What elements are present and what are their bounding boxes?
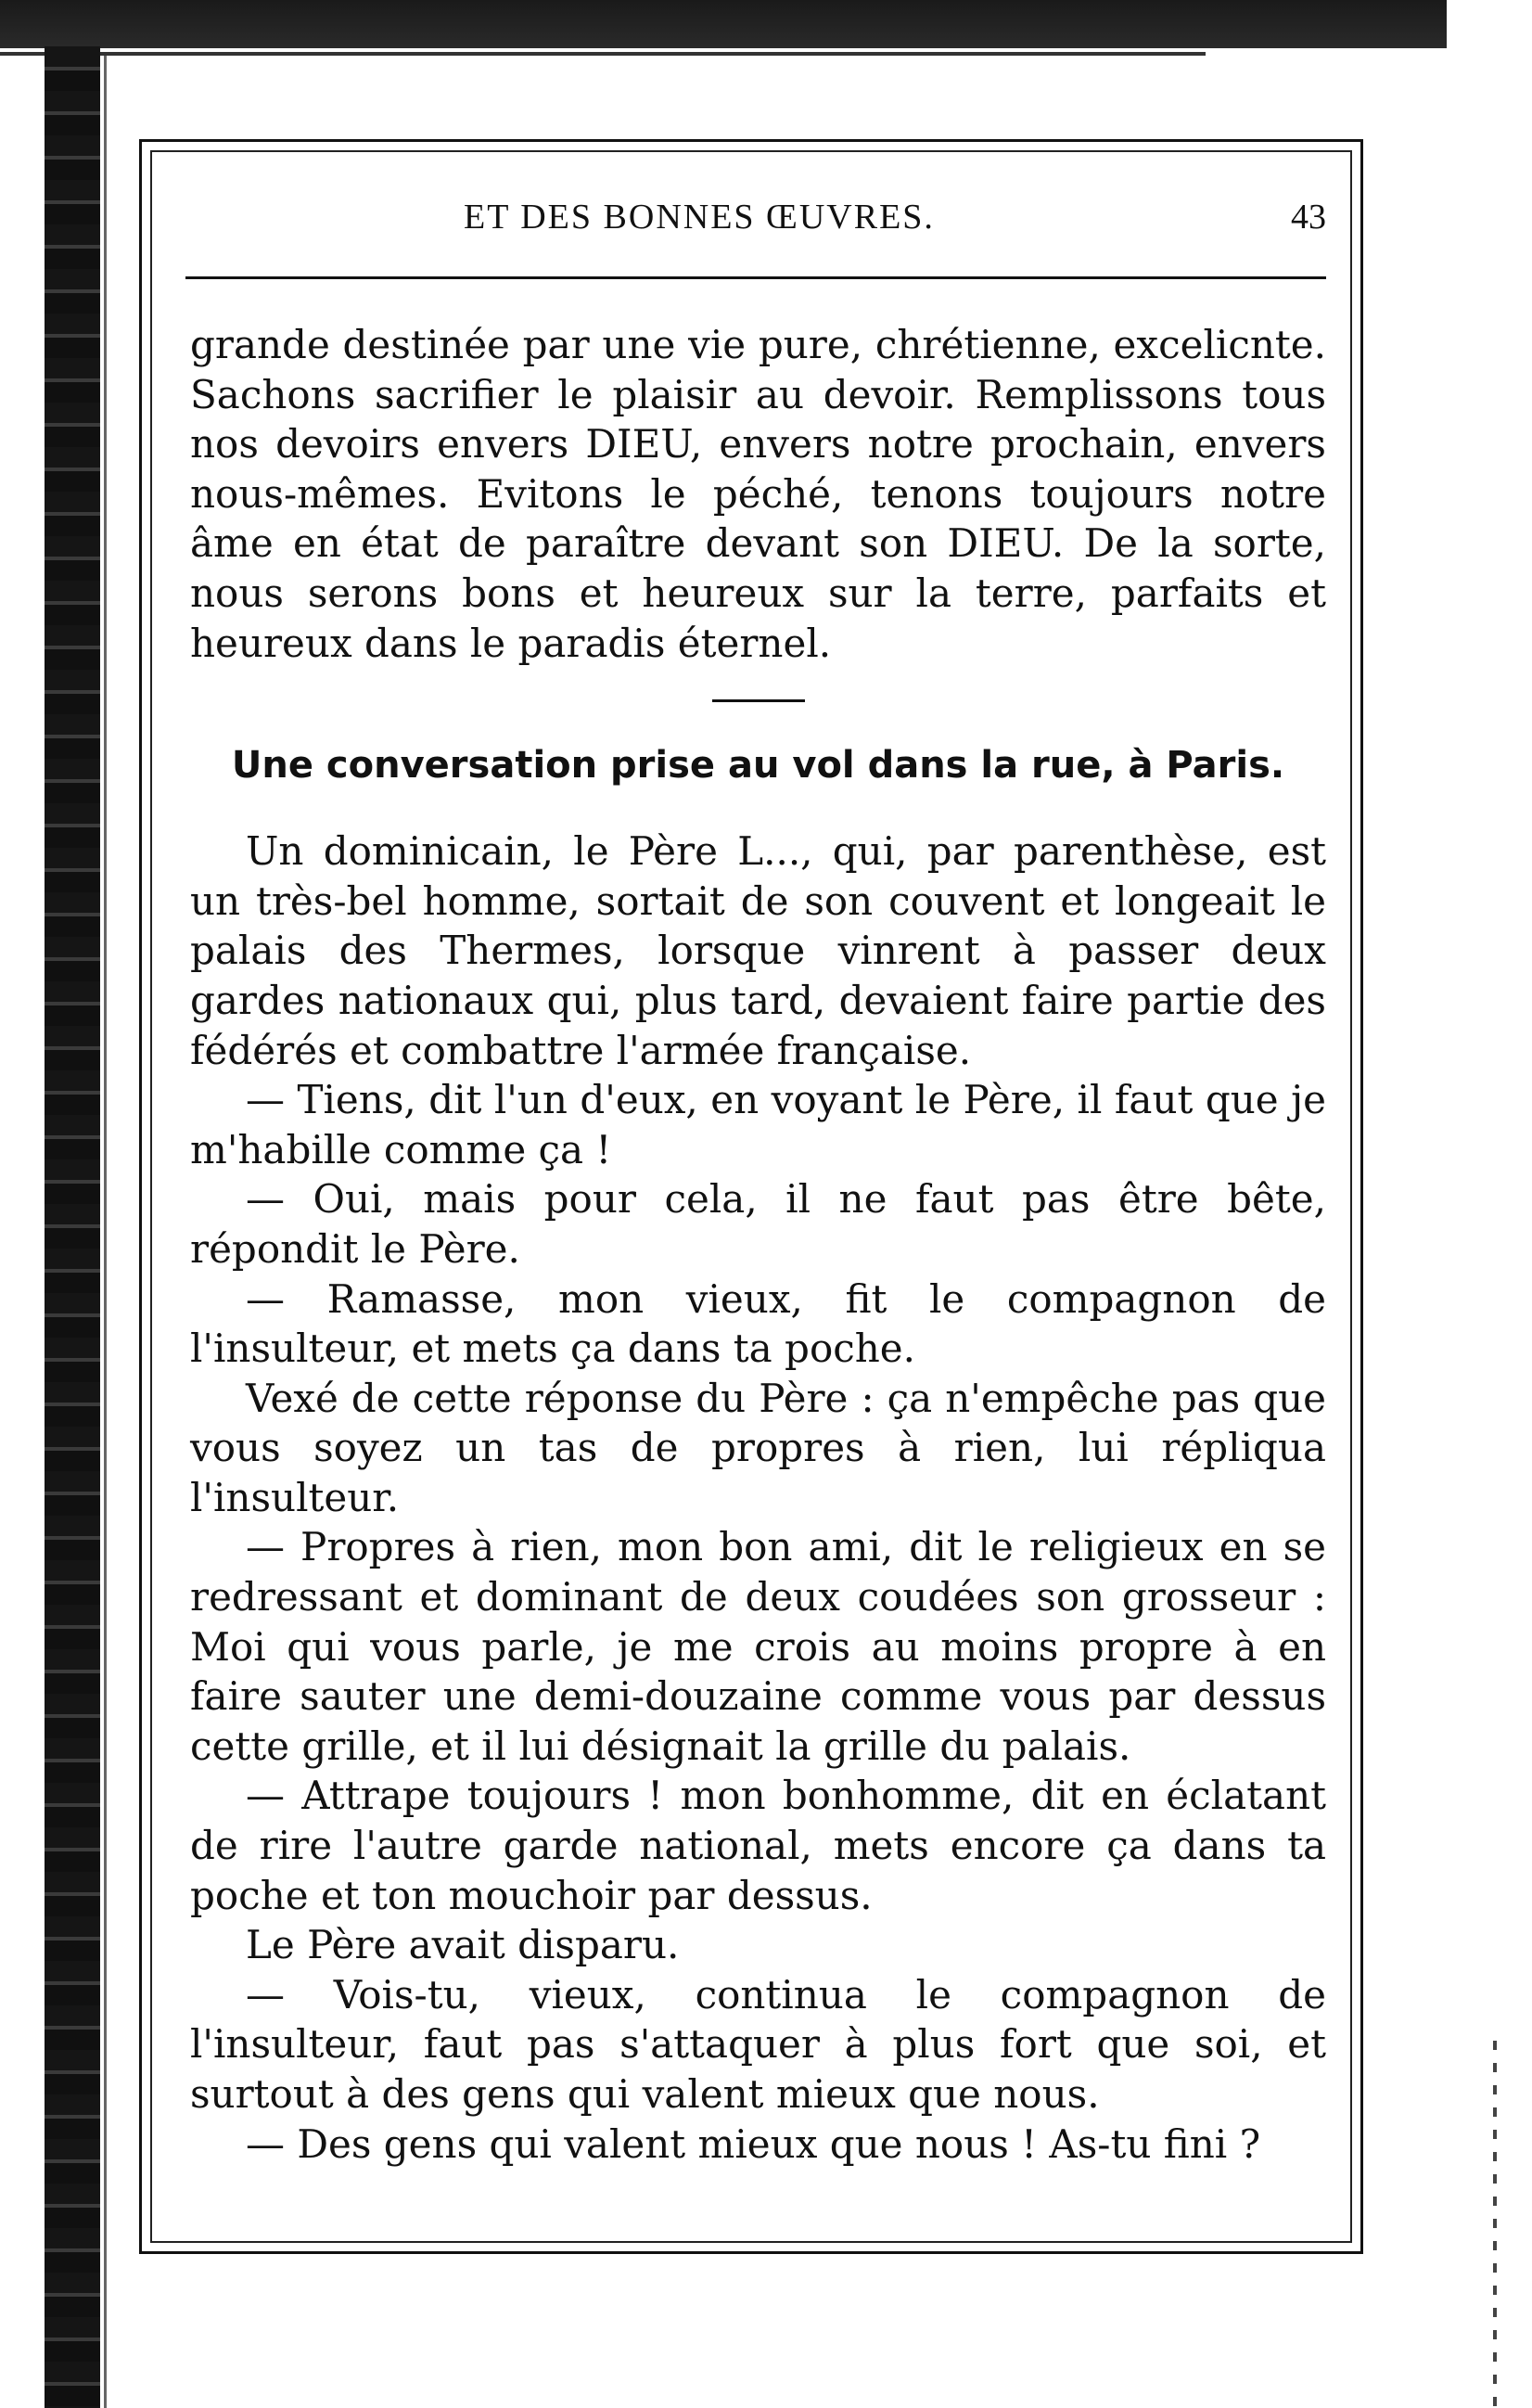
dialogue-line: — Des gens qui valent mieux que nous ! As-tu fini ? <box>246 2120 1261 2167</box>
scan-right-marks <box>1493 2041 1497 2408</box>
section-title: Une conversation prise au vol dans la rue, à Paris. <box>231 744 1285 788</box>
header-rule <box>185 276 1326 279</box>
paragraph: Le Père avait disparu. <box>246 1922 680 1968</box>
paragraph: Vexé de cette réponse du Père : ça n'empêche pas que vous soyez un tas de propres à rien, lui répliqua l'insulteur. <box>190 1375 1326 1520</box>
scan-binding-line <box>104 56 107 2408</box>
page-number: 43 <box>1291 198 1326 237</box>
dialogue-line: — Tiens, dit l'un d'eux, en voyant le Père, il faut que je m'habille comme ça ! <box>190 1077 1326 1172</box>
running-title: ET DES BONNES ŒUVRES. <box>464 198 935 237</box>
paragraph: Un dominicain, le Père L..., qui, par parenthèse, est un très-bel homme, sortait de son couvent et longeait le palais des Thermes, lorsque vinrent à passer deux gardes nationaux qui, plus tard, devaient faire partie des fédérés et combattre l'armée française. <box>190 828 1326 1073</box>
scan-top-rule <box>0 52 1206 56</box>
scan-top-edge <box>0 0 1447 48</box>
dialogue-line: — Vois-tu, vieux, continua le compagnon de l'insulteur, faut pas s'attaquer à plus fort que soi, et surtout à des gens qui valent mieux que nous. <box>190 1971 1326 2117</box>
dialogue-line: — Attrape toujours ! mon bonhomme, dit en éclatant de rire l'autre garde national, mets encore ça dans ta poche et ton mouchoir par dessus. <box>190 1773 1326 1918</box>
dialogue-line: — Oui, mais pour cela, il ne faut pas être bête, répondit le Père. <box>190 1176 1326 1272</box>
scan-binding-edge <box>45 46 100 2408</box>
dialogue-line: — Ramasse, mon vieux, fit le compagnon de l'insulteur, et mets ça dans ta poche. <box>190 1275 1326 1372</box>
running-head <box>185 197 1326 252</box>
dialogue-line: — Propres à rien, mon bon ami, dit le religieux en se redressant et dominant de deux coudées son grosseur : Moi qui vous parle, je me crois au moins propre à en faire sauter une demi-douzaine comme vous par dessus cette grille, et il lui désignait la grille du palais. <box>190 1524 1326 1769</box>
opening-paragraph: grande destinée par une vie pure, chrétienne, excelicnte. Sachons sacrifier le plaisir au devoir. Remplissons tous nos devoirs envers DIEU, envers notre prochain, envers nous-mêmes. Evitons le péché, tenons toujours notre âme en état de paraître devant son DIEU. De la sorte, nous serons bons et heureux sur la terre, parfaits et heureux dans le paradis éternel. <box>190 322 1326 666</box>
page-body <box>190 320 1326 2169</box>
section-separator <box>712 699 805 702</box>
